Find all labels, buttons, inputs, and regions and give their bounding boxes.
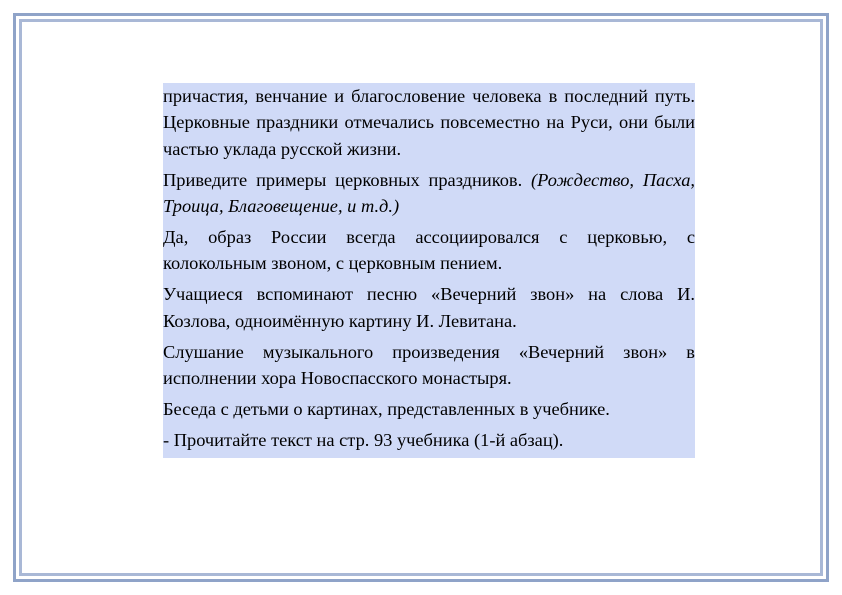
paragraph-image-of-russia: Да, образ России всегда ассоциировался с церковью, с колокольным звоном, с церковным пением. <box>163 227 695 274</box>
holidays-examples-text: (Рождество, Пасха, Троица, Благовещение, и т.д.) <box>163 169 695 217</box>
paragraph-holidays-question <box>163 167 695 220</box>
paragraph-church-rites: причастия, венчание и благословение человека в последний путь. Церковные праздники отмечались повсеместно на Руси, они были частью уклада русской жизни. <box>163 86 695 159</box>
paragraph-conversation: Беседа с детьми о картинах, представленных в учебнике. <box>163 398 610 419</box>
lesson-text-block <box>163 83 695 458</box>
paragraph-listening: Слушание музыкального произведения «Вечерний звон» в исполнении хора Новоспасского монастыря. <box>163 341 695 389</box>
holidays-question-text: Приведите примеры церковных праздников. <box>163 169 523 190</box>
paragraph-students-recall: Учащиеся вспоминают песню «Вечерний звон» на слова И. Козлова, одноимённую картину И. Левитана. <box>163 284 695 331</box>
paragraph-reading-task: - Прочитайте текст на стр. 93 учебника (1-й абзац). <box>163 429 564 450</box>
